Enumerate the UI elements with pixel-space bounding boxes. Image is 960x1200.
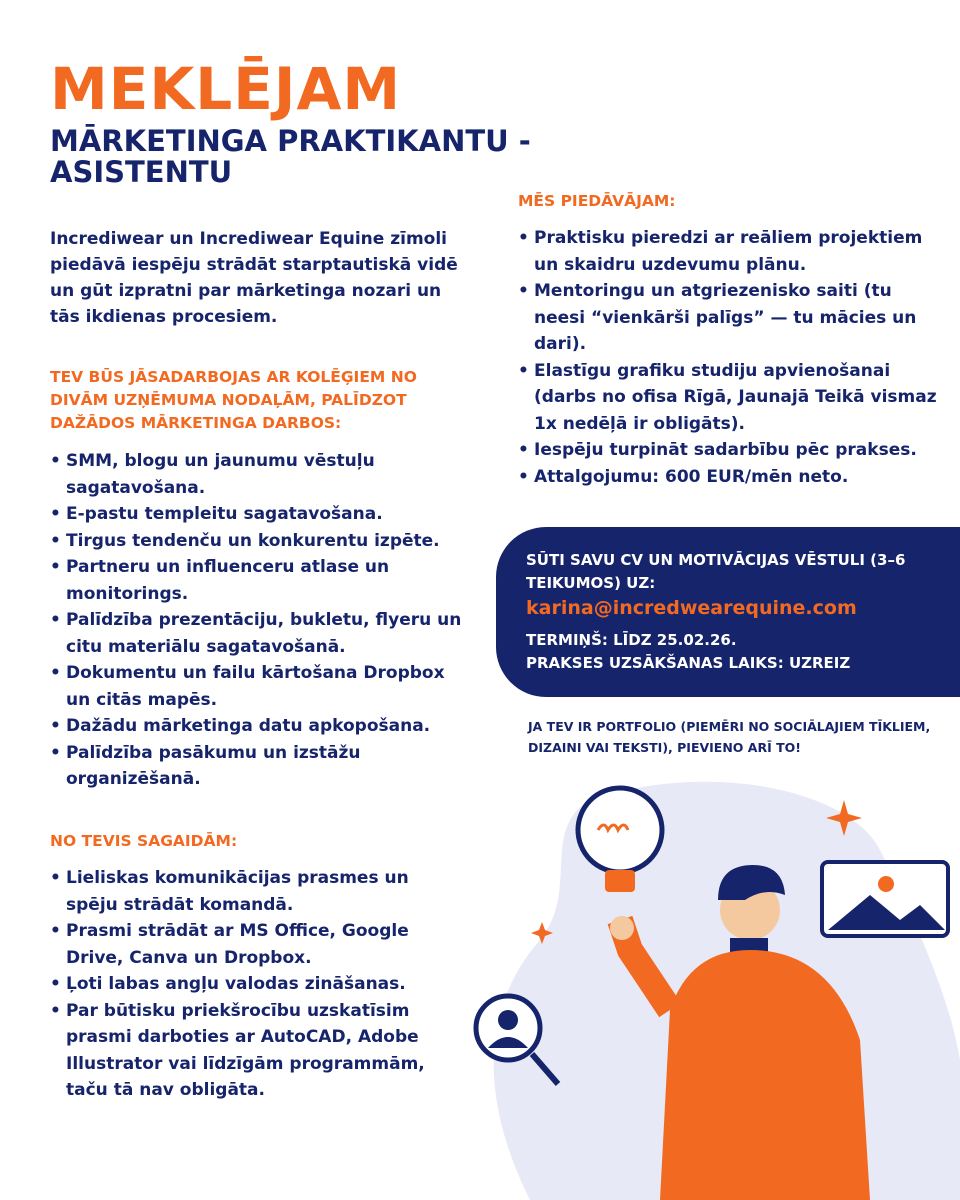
list-item: • Praktisku pieredzi ar reāliem projektiem un skaidru uzdevumu plānu. xyxy=(518,225,938,278)
email-link[interactable]: karina@incredwearequine.com xyxy=(526,597,857,619)
list-item: • E-pastu templeitu sagatavošana. xyxy=(50,501,470,528)
list-item: • Palīdzība prezentāciju, bukletu, flyeru un citu materiālu sagatavošanā. xyxy=(50,607,470,660)
list-item: • Attalgojumu: 600 EUR/mēn neto. xyxy=(518,464,938,491)
image-icon xyxy=(822,862,948,936)
list-item: • Tirgus tendenču un konkurentu izpēte. xyxy=(50,528,470,555)
list-item: • Partneru un influenceru atlase un monitorings. xyxy=(50,554,470,607)
offer-heading: MĒS PIEDĀVĀJAM: xyxy=(518,192,676,210)
requirements-section xyxy=(50,830,430,1104)
intro-text: Incrediwear un Incrediwear Equine zīmoli piedāvā iespēju strādāt starptautiskā vidē un gūt izpratni par mārketinga nozari un tās ikdienas procesiem. xyxy=(50,229,458,327)
list-item: • SMM, blogu un jaunumu vēstuļu sagatavošana. xyxy=(50,448,470,501)
tasks-section xyxy=(50,366,470,793)
cta-text: SŪTI SAVU CV UN MOTIVĀCIJAS VĒSTULI (3–6 TEIKUMOS) UZ: xyxy=(526,551,906,592)
list-item: • Prasmi strādāt ar MS Office, Google Drive, Canva un Dropbox. xyxy=(50,918,430,971)
list-item: • Elastīgu grafiku studiju apvienošanai (darbs no ofisa Rīgā, Jaunajā Teikā vismaz 1x nedēļā ir obligāts). xyxy=(518,358,938,438)
list-item: • Par būtisku priekšrocību uzskatīsim prasmi darboties ar AutoCAD, Adobe Illustrator vai līdzīgām programmām, taču tā nav obligāta. xyxy=(50,998,430,1104)
requirements-heading: NO TEVIS SAGAIDĀM: xyxy=(50,832,238,850)
requirements-list xyxy=(50,865,430,1104)
tasks-list xyxy=(50,448,470,793)
deadline: TERMIŅŠ: LĪDZ 25.02.26. xyxy=(526,631,737,649)
list-item: • Dokumentu un failu kārtošana Dropbox un citās mapēs. xyxy=(50,660,470,713)
portfolio-note: JA TEV IR PORTFOLIO (PIEMĒRI NO SOCIĀLAJIEM TĪKLIEM, DIZAINI VAI TEKSTI), PIEVIENO ARĪ TO! xyxy=(528,719,931,755)
start-time: PRAKSES UZSĀKŠANAS LAIKS: UZREIZ xyxy=(526,654,851,672)
cta-box xyxy=(496,527,960,697)
list-item: • Ļoti labas angļu valodas zināšanas. xyxy=(50,971,430,998)
list-item: • Lieliskas komunikācijas prasmes un spēju strādāt komandā. xyxy=(50,865,430,918)
offer-list xyxy=(518,225,938,490)
page-subtitle: MĀRKETINGA PRAKTIKANTU - ASISTENTU xyxy=(50,124,531,189)
list-item: • Iespēju turpināt sadarbību pēc prakses. xyxy=(518,437,938,464)
list-item: • Mentoringu un atgriezenisko saiti (tu neesi “vienkārši palīgs” — tu mācies un dari). xyxy=(518,278,938,358)
illustration xyxy=(450,760,960,1200)
list-item: • Palīdzība pasākumu un izstāžu organizēšanā. xyxy=(50,740,470,793)
offer-section xyxy=(518,190,938,490)
list-item: • Dažādu mārketinga datu apkopošana. xyxy=(50,713,470,740)
tasks-heading: TEV BŪS JĀSADARBOJAS AR KOLĒĢIEM NO DIVĀM UZŅĒMUMA NODAĻĀM, PALĪDZOT DAŽĀDOS MĀRKETINGA DARBOS: xyxy=(50,368,417,432)
page-title: MEKLĒJAM xyxy=(50,55,402,123)
